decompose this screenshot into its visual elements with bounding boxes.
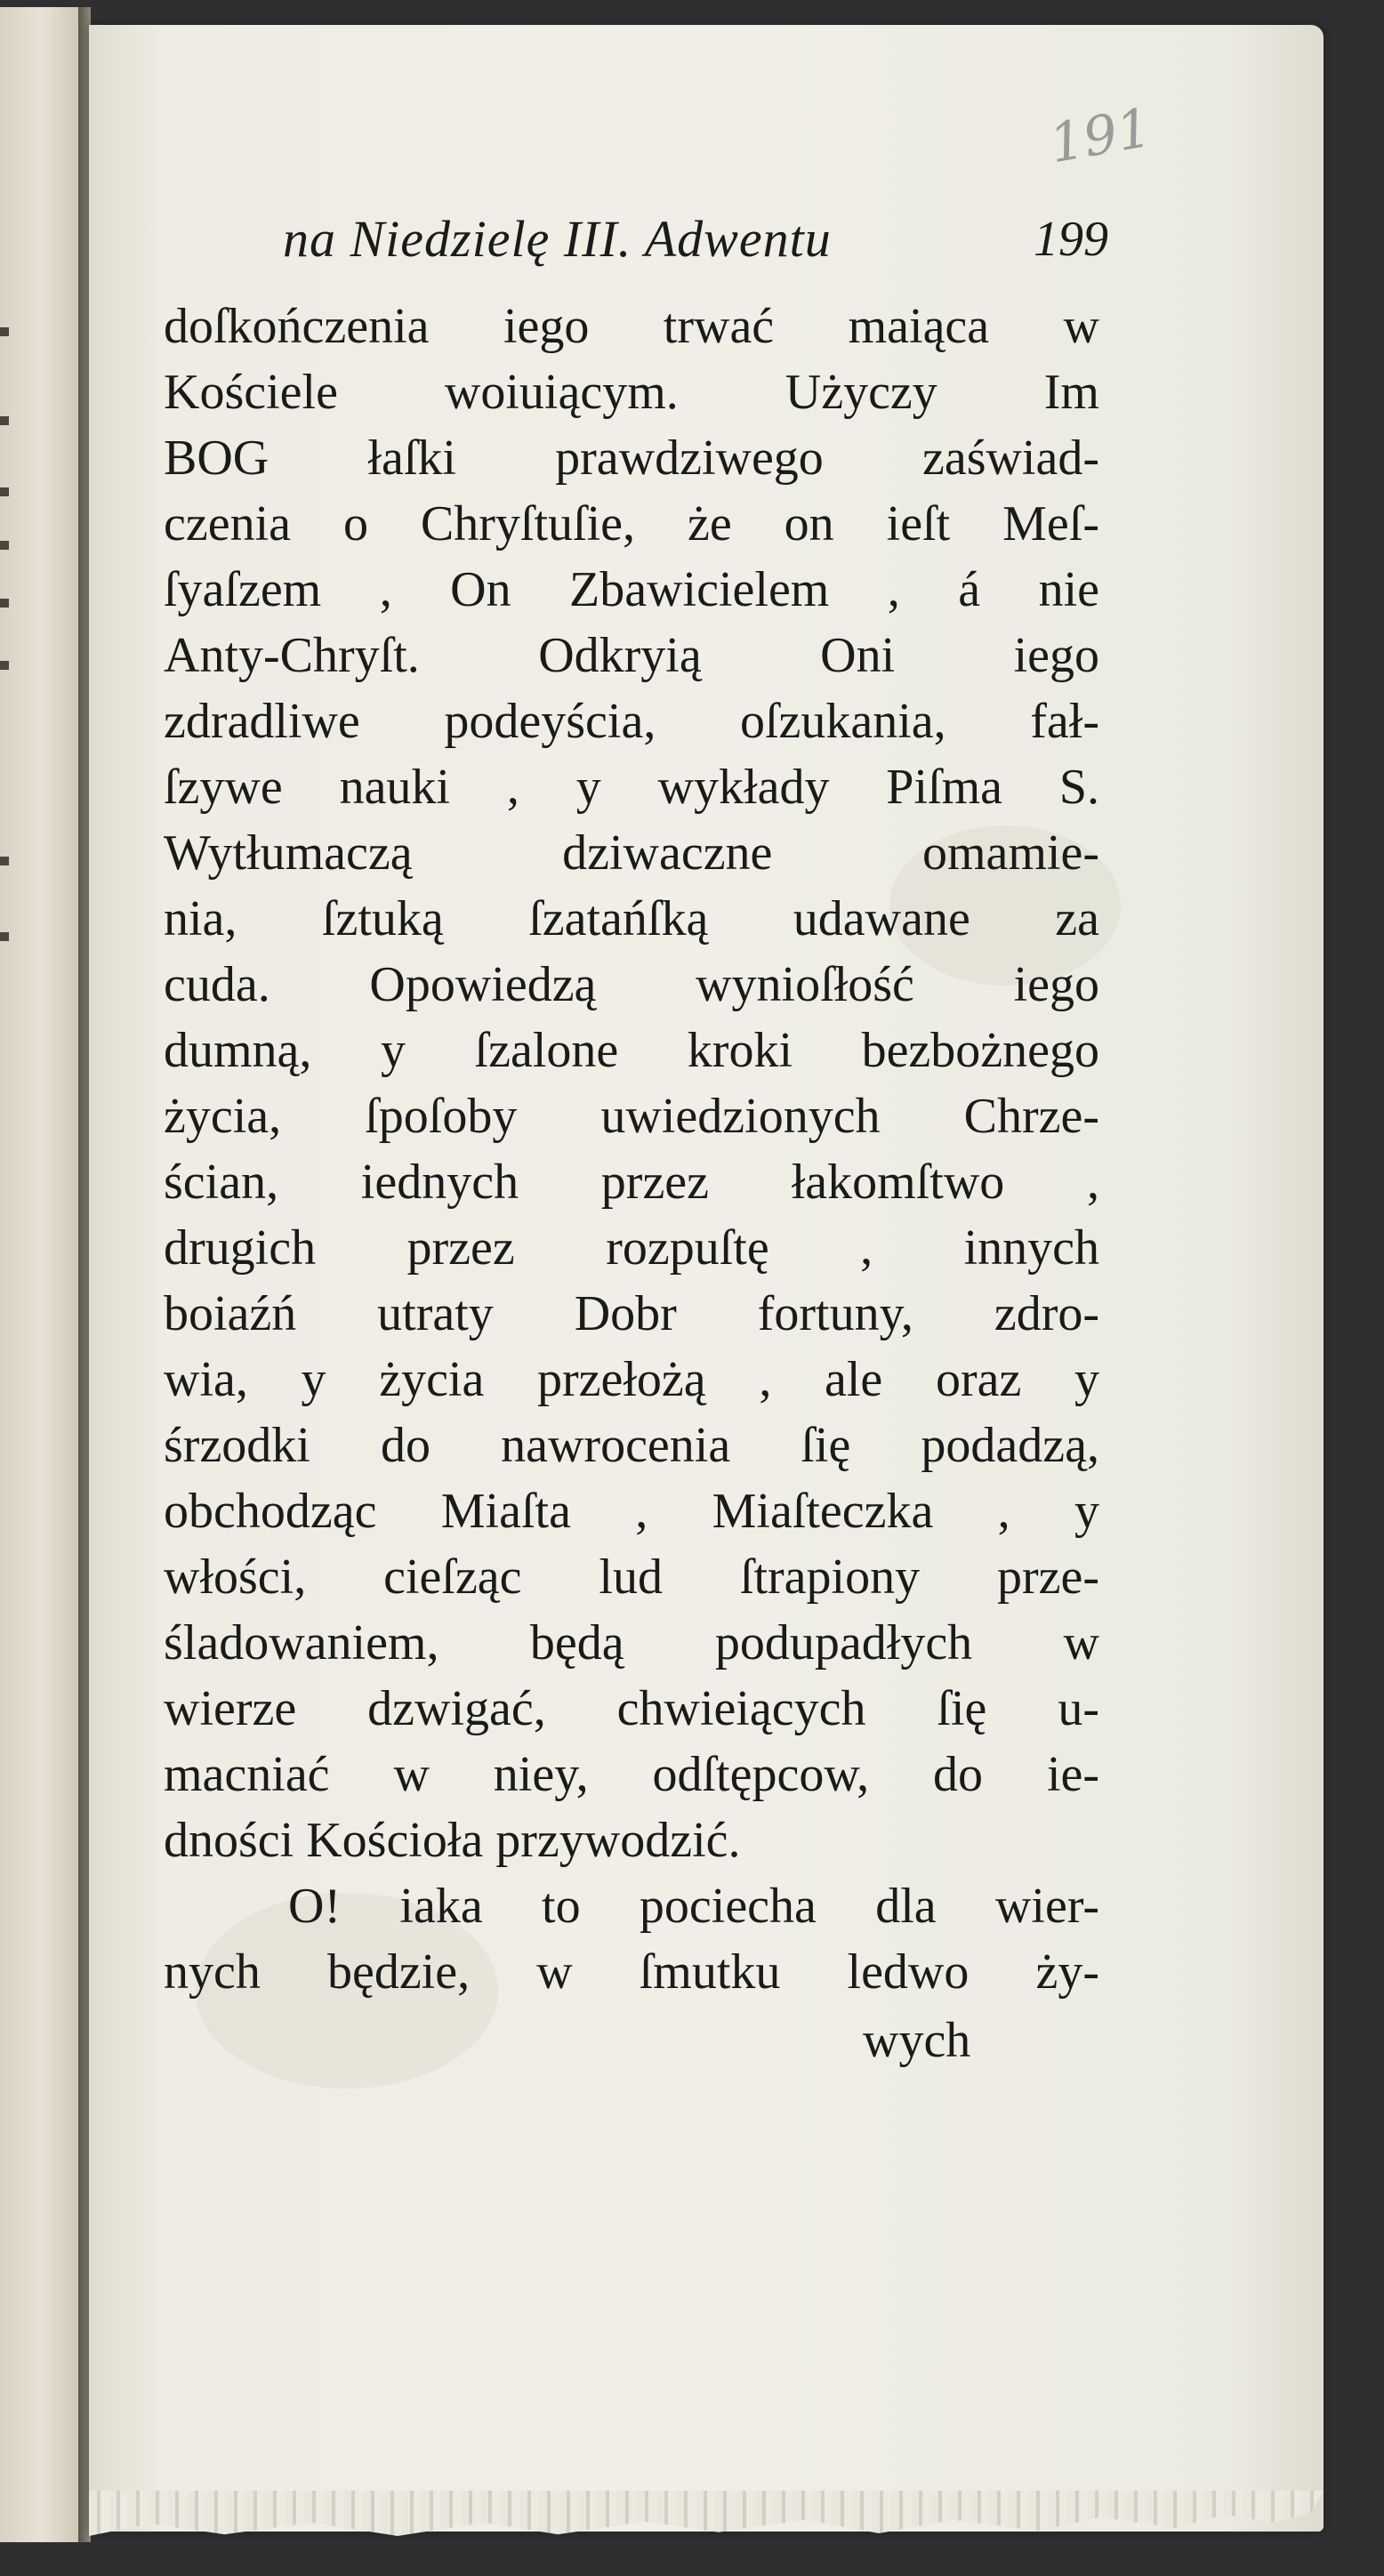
print-mark xyxy=(0,661,9,670)
text-line: nych będzie, w ſmutku ledwo ży- xyxy=(164,1944,1099,2000)
paragraph-first-line: O! iaka to pociecha dla wier- xyxy=(288,1879,1099,1934)
text-line: macniać w niey, odſtępcow, do ie- xyxy=(164,1747,1099,1802)
text-line: życia, ſpoſoby uwiedzionych Chrze- xyxy=(164,1089,1099,1144)
text-line: zdradliwe podeyścia, oſzukania, fał- xyxy=(164,694,1099,749)
text-line: śladowaniem, będą podupadłych w xyxy=(164,1615,1099,1670)
print-mark xyxy=(0,932,9,941)
text-line: dności Kościoła przywodzić. xyxy=(164,1813,741,1868)
text-line: cuda. Opowiedzą wynioſłość iego xyxy=(164,957,1099,1012)
print-mark xyxy=(0,416,9,425)
text-line: Kościele woiuiącym. Użyczy Im xyxy=(164,365,1099,420)
text-line: dumną, y ſzalone kroki bezbożnego xyxy=(164,1023,1099,1078)
text-line: obchodząc Miaſta , Miaſteczka , y xyxy=(164,1484,1099,1539)
text-line: nia, ſztuką ſzatańſką udawane za xyxy=(164,891,1099,946)
text-line: Wytłumaczą dziwaczne omamie- xyxy=(164,825,1099,881)
text-line: Anty-Chryſt. Odkryią Oni iego xyxy=(164,628,1099,683)
text-line: czenia o Chryſtuſie, że on ieſt Meſ- xyxy=(164,496,1099,551)
pencil-folio-number: 191 xyxy=(1044,96,1156,176)
text-line: doſkończenia iego trwać maiąca w xyxy=(164,299,1099,354)
page-deckle-edge xyxy=(89,2491,1324,2544)
text-line: drugich przez rozpuſtę , innych xyxy=(164,1220,1099,1276)
text-line: ſzywe nauki , y wykłady Piſma S. xyxy=(164,760,1099,815)
text-line: boiaźń utraty Dobr fortuny, zdro- xyxy=(164,1286,1099,1341)
text-line: wierze dzwigać, chwieiących ſię u- xyxy=(164,1681,1099,1736)
text-line: ſyaſzem , On Zbawicielem , á nie xyxy=(164,562,1099,617)
print-mark xyxy=(0,857,9,865)
print-mark xyxy=(0,599,9,608)
page-number: 199 xyxy=(1034,212,1108,267)
text-line: śrzodki do nawrocenia ſię podadzą, xyxy=(164,1418,1099,1473)
body-text xyxy=(164,294,1099,2005)
text-line: BOG łaſki prawdziwego zaświad- xyxy=(164,431,1099,486)
text-line: ścian, iednych przez łakomſtwo , xyxy=(164,1155,1099,1210)
text-line: włości, cieſząc lud ſtrapiony prze- xyxy=(164,1550,1099,1605)
running-head-title: na Niedzielę III. Adwentu xyxy=(283,210,832,268)
text-line: wia, y życia przełożą , ale oraz y xyxy=(164,1352,1099,1407)
print-mark xyxy=(0,487,9,496)
previous-page-edge xyxy=(0,7,81,2542)
print-mark xyxy=(0,327,9,336)
print-mark xyxy=(0,541,9,550)
catchword: wych xyxy=(863,2013,971,2068)
running-head xyxy=(283,209,1108,280)
